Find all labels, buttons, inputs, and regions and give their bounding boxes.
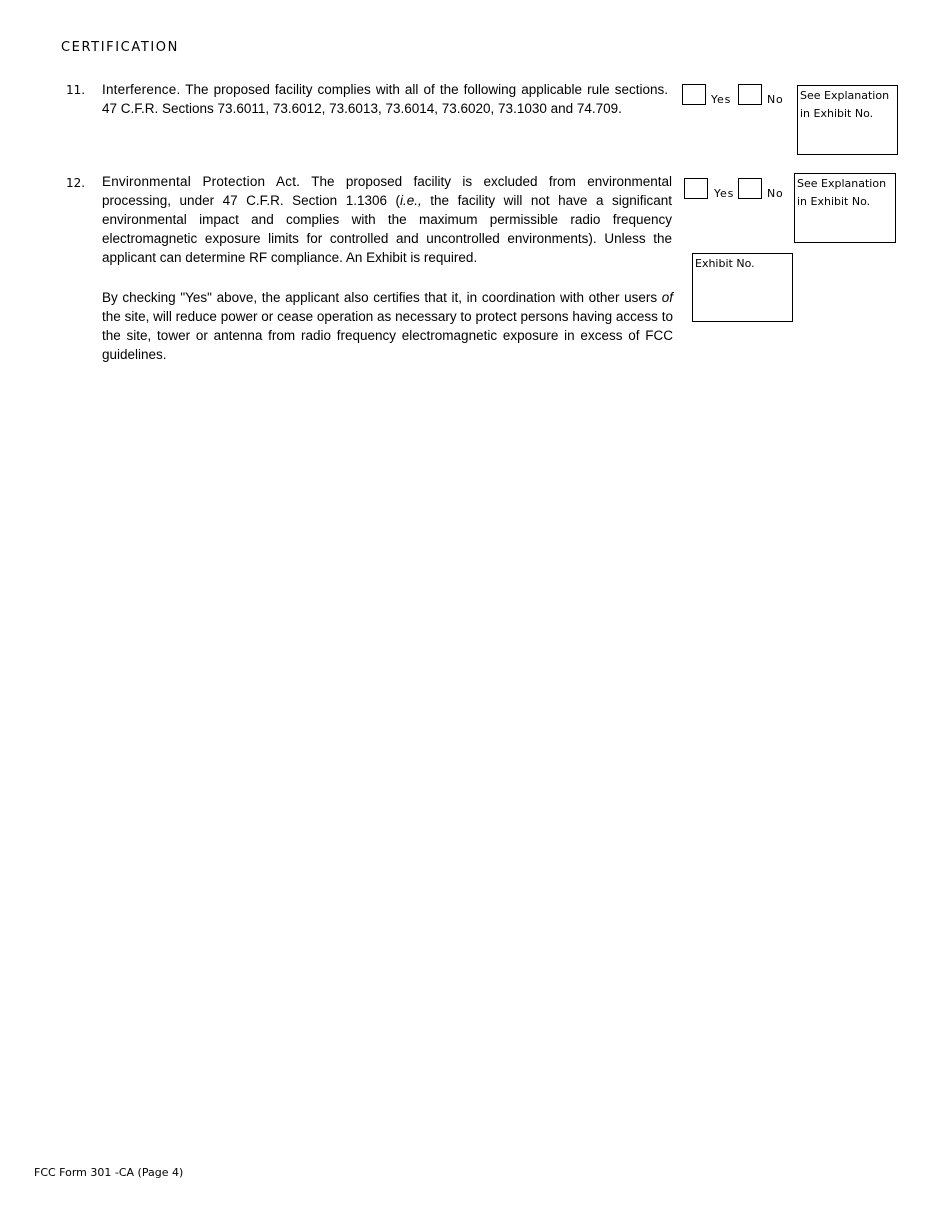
explanation-line2-11: in Exhibit No.	[800, 107, 874, 120]
item-body-12b: the facility will not have a significant environmental impact and complies with the maximum permissible radio frequency electromagnetic exposure limits for controlled and uncontrolled environments). Unless the applicant can determine RF compliance. An Exhibit is required.	[102, 193, 673, 265]
yes-checkbox-11[interactable]	[682, 84, 706, 105]
item-certify-12a: By checking "Yes" above, the applicant also certifies that it, in coordination with other users	[102, 290, 662, 305]
item-number-11: 11.	[66, 83, 86, 97]
exhibit-box-12[interactable]	[692, 253, 793, 322]
exhibit-label-12: Exhibit No.	[695, 257, 755, 270]
no-label-12: No	[767, 187, 784, 200]
item-body-11: The proposed facility complies with all of the following applicable rule sections. 47 C.F.R. Sections 73.6011, 73.6012, 73.6013, 73.6014, 73.6020, 73.1030 and 74.709.	[102, 82, 668, 116]
item-body-12-ie: i.e.,	[400, 193, 422, 208]
explanation-box-11[interactable]	[797, 85, 898, 155]
item-body-12a: The proposed facility is excluded from environmental processing, under 47 C.F.R. Section 1.1306 (	[102, 174, 673, 208]
yes-label-11: Yes	[711, 93, 732, 106]
form-footer: FCC Form 301 -CA (Page 4)	[34, 1166, 184, 1179]
explanation-line1-12: See Explanation	[797, 177, 887, 190]
explanation-box-12[interactable]	[794, 173, 896, 243]
item-certify-12b: the site, will reduce power or cease operation as necessary to protect persons having access to the site, tower or antenna from radio frequency electromagnetic exposure in excess of FCC guidelines.	[102, 309, 673, 362]
explanation-line2-12: in Exhibit No.	[797, 195, 871, 208]
no-checkbox-11[interactable]	[738, 84, 762, 105]
no-label-11: No	[767, 93, 784, 106]
item-certify-text-12	[102, 288, 673, 364]
no-checkbox-12[interactable]	[738, 178, 762, 199]
yes-checkbox-12[interactable]	[684, 178, 708, 199]
item-number-12: 12.	[66, 176, 86, 190]
item-certify-12-of: of	[661, 290, 673, 305]
item-heading-12: Environmental Protection Act.	[102, 174, 301, 189]
item-text-12	[102, 172, 672, 267]
item-text-11	[102, 80, 668, 118]
section-title: CERTIFICATION	[61, 40, 179, 55]
item-heading-11: Interference.	[102, 82, 181, 97]
yes-label-12: Yes	[714, 187, 735, 200]
explanation-line1-11: See Explanation	[800, 89, 890, 102]
